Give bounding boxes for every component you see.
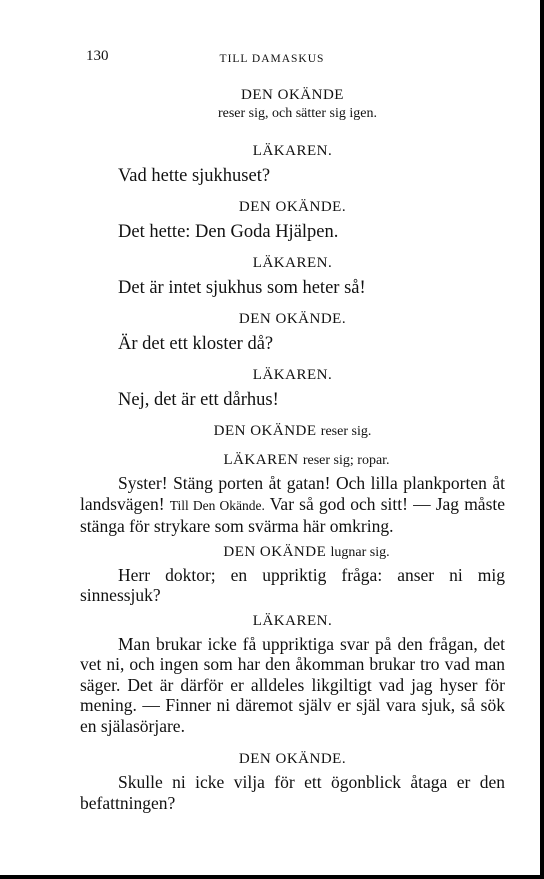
dialogue-paragraph: Herr doktor; en uppriktig fråga: anser ni mig sinnessjuk? [80,564,505,605]
body-text [80,86,505,819]
dialogue-text: Syster! Stäng porten åt gatan! Och lilla plankporten åt landsvägen! [80,473,505,514]
speaker-label: LÄKAREN [223,452,299,468]
speaker-heading [80,451,505,470]
speaker-label: LÄKAREN. [252,367,333,383]
speaker-label: DEN OKÄNDE [241,87,344,103]
page-edge-bottom [0,875,544,879]
stage-direction: lugnar sig. [330,544,390,560]
speaker-label: DEN OKÄNDE. [238,199,347,215]
running-title: TILL DAMASKUS [219,53,325,65]
speaker-label: DEN OKÄNDE [213,423,317,439]
dialogue-paragraph [80,473,505,537]
page-edge-right [540,0,544,879]
speaker-label: DEN OKÄNDE. [238,311,347,327]
dialogue-line: Det är intet sjukhus som heter så! [118,278,366,298]
dialogue-line: Är det ett kloster då? [118,334,274,354]
speaker-label: DEN OKÄNDE. [238,751,347,767]
dialogue-line: Nej, det är ett dårhus! [118,390,279,410]
speaker-label: LÄKAREN. [252,255,333,271]
dialogue-line: Det hette: Den Goda Hjälpen. [118,222,339,242]
speaker-heading [80,422,505,441]
stage-direction: reser sig; ropar. [302,453,390,468]
stage-direction: reser sig. [320,424,372,439]
page-number: 130 [86,48,109,64]
speaker-label: LÄKAREN. [252,143,333,159]
speaker-heading [80,543,505,562]
dialogue-line: Vad hette sjukhuset? [118,166,271,186]
speaker-label: LÄKAREN. [252,612,333,629]
dialogue-paragraph: Man brukar icke få uppriktiga svar på den frågan, det vet ni, och ingen som har den åkomman brukar tro vad man säger. Det är därför er alldeles likgiltigt vad jag hyser för mening. — Finner ni däremot själv er själ vara sjuk, så sök en själasörjare. [80,633,505,736]
speaker-label: DEN OKÄNDE [223,543,327,560]
stage-direction: Till Den Okände. [169,497,265,513]
dialogue-paragraph: Skulle ni icke vilja för ett ögonblick åtaga er den befattningen? [80,772,505,813]
dialogue-text: Var så god och sitt! — Jag måste stänga för strykare som svärma här omkring. [80,493,506,536]
stage-direction: reser sig, och sätter sig igen. [217,106,377,121]
